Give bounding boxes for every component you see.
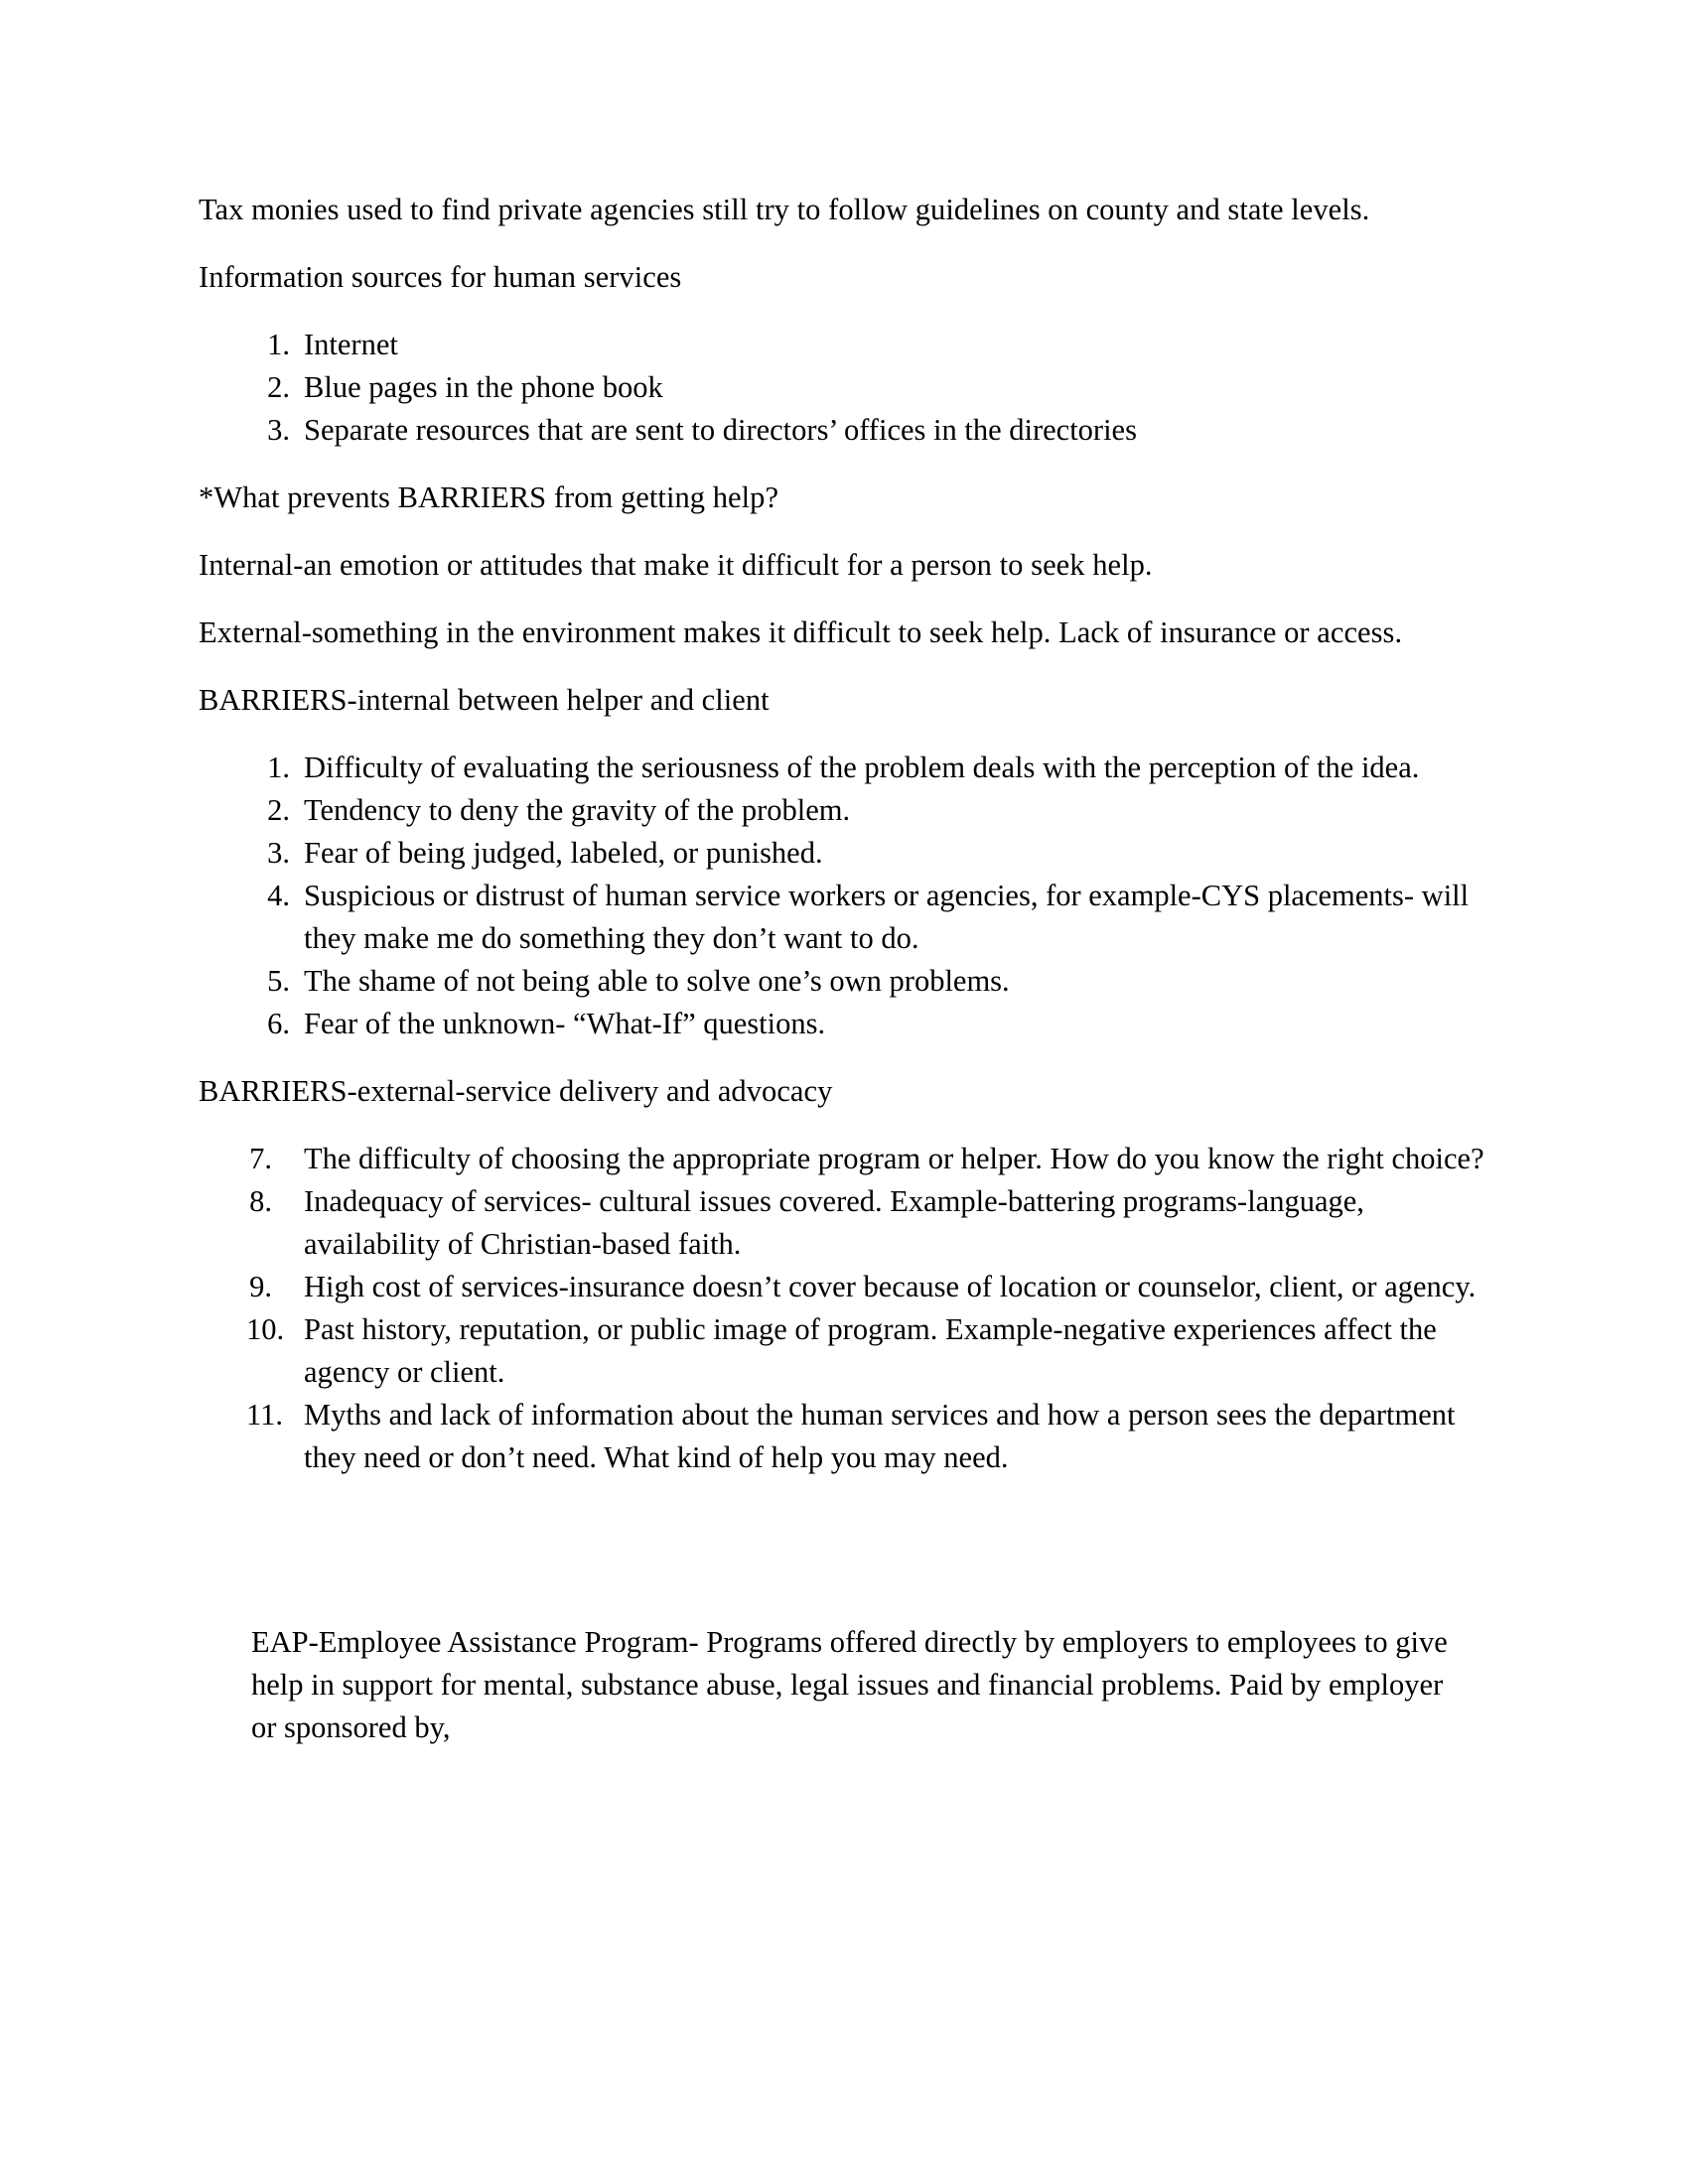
list-item-text: The difficulty of choosing the appropriate program or helper. How do you know the right choice? <box>304 1142 1484 1175</box>
barriers-internal-heading: BARRIERS-internal between helper and client <box>199 683 770 717</box>
list-item <box>246 875 1484 960</box>
list-item-number: 5. <box>267 964 290 998</box>
list-item-text: High cost of services-insurance doesn’t cover because of location or counselor, client, or agency. <box>304 1270 1477 1303</box>
external-barriers-list-wrapper <box>246 1138 1484 1479</box>
list-item <box>246 1394 1484 1479</box>
list-item-number: 3. <box>267 836 290 870</box>
list-item <box>246 366 1484 409</box>
list-item <box>246 1308 1484 1394</box>
eap-paragraph: EAP-Employee Assistance Program- Programs offered directly by employers to employees to give help in support for mental, substance abuse, legal issues and financial problems. Paid by employer or sponsored by, <box>251 1625 1448 1744</box>
list-item-text: Tendency to deny the gravity of the problem. <box>304 793 851 827</box>
external-barriers-list <box>246 1138 1484 1479</box>
list-item-number: 1. <box>267 751 290 784</box>
information-sources-list <box>246 324 1484 452</box>
list-item <box>246 747 1484 789</box>
list-item <box>246 1138 1484 1180</box>
list-item-text: Fear of being judged, labeled, or punished. <box>304 836 823 870</box>
internal-definition: Internal-an emotion or attitudes that make it difficult for a person to seek help. <box>199 548 1153 582</box>
list-item-number: 3. <box>267 413 290 447</box>
list-item-text: Past history, reputation, or public image of program. Example-negative experiences affect the agency or client. <box>304 1312 1437 1389</box>
external-definition: External-something in the environment makes it difficult to seek help. Lack of insurance or access. <box>199 615 1403 649</box>
list-item-text: The shame of not being able to solve one’s own problems. <box>304 964 1010 998</box>
list-item-text: Fear of the unknown- “What-If” questions. <box>304 1007 826 1040</box>
list-item <box>246 1003 1484 1045</box>
list-item-number: 9. <box>249 1270 272 1303</box>
list-item-text: Blue pages in the phone book <box>304 370 663 404</box>
list-item <box>246 1180 1484 1266</box>
internal-barriers-list <box>246 747 1484 1045</box>
list-item <box>246 1266 1484 1308</box>
information-sources-list-wrapper <box>246 324 1484 452</box>
list-item-text: Inadequacy of services- cultural issues covered. Example-battering programs-language, availability of Christian-based faith. <box>304 1184 1364 1261</box>
list-item-number: 11. <box>246 1398 283 1432</box>
list-item-text: Difficulty of evaluating the seriousness of the problem deals with the perception of the idea. <box>304 751 1420 784</box>
document-body <box>199 189 1484 1749</box>
intro-paragraph: Tax monies used to find private agencies still try to follow guidelines on county and state levels. <box>199 193 1370 226</box>
information-sources-heading: Information sources for human services <box>199 260 682 294</box>
list-item-number: 2. <box>267 370 290 404</box>
internal-barriers-list-wrapper <box>246 747 1484 1045</box>
list-item-text: Myths and lack of information about the human services and how a person sees the department they need or don’t need. What kind of help you may need. <box>304 1398 1456 1474</box>
list-item-text: Separate resources that are sent to directors’ offices in the directories <box>304 413 1137 447</box>
list-item-number: 7. <box>249 1142 272 1175</box>
list-item <box>246 409 1484 452</box>
barriers-external-heading: BARRIERS-external-service delivery and advocacy <box>199 1074 833 1108</box>
list-item-number: 4. <box>267 879 290 912</box>
barriers-question: *What prevents BARRIERS from getting help? <box>199 480 779 514</box>
section-spacer <box>199 1504 1484 1621</box>
list-item <box>246 960 1484 1003</box>
list-item <box>246 832 1484 875</box>
list-item <box>246 324 1484 366</box>
list-item-number: 2. <box>267 793 290 827</box>
list-item-number: 6. <box>267 1007 290 1040</box>
list-item-text: Internet <box>304 328 398 361</box>
list-item-number: 10. <box>246 1312 285 1346</box>
list-item-number: 1. <box>267 328 290 361</box>
list-item-number: 8. <box>249 1184 272 1218</box>
list-item-text: Suspicious or distrust of human service workers or agencies, for example-CYS placements- will they make me do something they don’t want to do. <box>304 879 1470 955</box>
list-item <box>246 789 1484 832</box>
